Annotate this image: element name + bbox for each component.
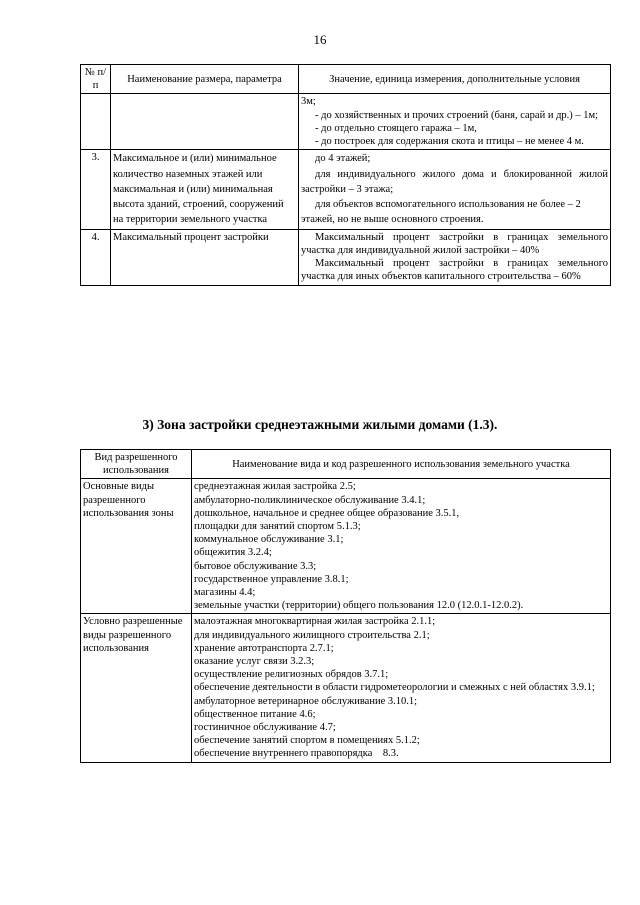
table-row [81,94,611,150]
row-number: 3. [81,150,111,229]
header-value: Значение, единица измерения, дополнительные условия [299,65,611,94]
list-item: земельные участки (территории) общего пользования 12.0 (12.0.1-12.0.2). [194,600,524,612]
table-row [81,614,611,762]
header-use-name: Наименование вида и код разрешенного использования земельного участка [192,450,611,479]
header-parameter-name: Наименование размера, параметра [111,65,299,94]
list-item: обеспечение внутреннего правопорядка 8.3. [194,748,399,760]
value-line: 3м; [301,96,316,108]
list-item: амбулаторное ветеринарное обслуживание 3.10.1; [194,695,418,707]
list-item: амбулаторно-поликлиническое обслуживание 3.4.1; [194,494,426,506]
row-label: Условно разрешенные виды разрешенного использования [81,614,192,762]
list-item: магазины 4.4; [194,587,256,599]
row-parameter: Максимальное и (или) минимальное количество наземных этажей или максимальная и (или) минимальная высота зданий, строений, сооружений на территории земельного участка [111,150,299,229]
value-line: - до построек для содержания скота и птицы – не менее 4 м. [315,136,584,148]
list-item: хранение автотранспорта 2.7.1; [194,642,334,654]
row-number [81,94,111,150]
value-line: до 4 этажей; [315,153,371,165]
row-items [192,614,611,762]
table-header-row [81,450,611,479]
table-row [81,479,611,614]
list-item: среднеэтажная жилая застройка 2.5; [194,481,356,493]
row-number: 4. [81,229,111,285]
table-row [81,229,611,285]
list-item: государственное управление 3.8.1; [194,573,349,585]
value-line: для индивидуального жилого дома и блокированной жилой застройки – 3 этажа; [301,168,608,195]
row-parameter [111,94,299,150]
header-use-type: Вид разрешенного использования [81,450,192,479]
row-value [299,94,611,150]
list-item: малоэтажная многоквартирная жилая застройка 2.1.1; [194,616,436,628]
row-value [299,229,611,285]
row-parameter: Максимальный процент застройки [111,229,299,285]
table-row [81,150,611,229]
list-item: бытовое обслуживание 3.3; [194,560,317,572]
list-item: гостиничное обслуживание 4.7; [194,722,336,734]
list-item: коммунальное обслуживание 3.1; [194,534,344,546]
value-line: - до отдельно стоящего гаража – 1м, [315,122,477,134]
page-number: 16 [313,32,327,47]
list-item: осуществление религиозных обрядов 3.7.1; [194,669,389,681]
list-item: общественное питание 4.6; [194,708,316,720]
value-line: Максимальный процент застройки в границах земельного участка для индивидуальной жилой застройки – 40% [301,231,608,256]
list-item: оказание услуг связи 3.2.3; [194,656,315,668]
row-label: Основные виды разрешенного использования зоны [81,479,192,614]
row-items [192,479,611,614]
permitted-use-table [80,449,611,763]
parameters-table [80,64,611,286]
list-item: обеспечение деятельности в области гидрометеорологии и смежных с ней областях 3.9.1; [194,682,595,694]
section-heading: 3) Зона застройки среднеэтажными жилыми домами (1.3). [142,417,498,432]
row-value [299,150,611,229]
list-item: для индивидуального жилищного строительства 2.1; [194,629,430,641]
list-item: обеспечение занятий спортом в помещениях 5.1.2; [194,735,420,747]
list-item: дошкольное, начальное и среднее общее образование 3.5.1, [194,507,460,519]
list-item: общежития 3.2.4; [194,547,272,559]
header-number: № п/п [81,65,111,94]
value-line: для объектов вспомогательного использования не более – 2 этажей, но не выше основного строения. [301,199,581,226]
list-item: площадки для занятий спортом 5.1.3; [194,521,361,533]
value-line: Максимальный процент застройки в границах земельного участка для иных объектов капитального строительства – 60% [301,258,608,283]
table-header-row [81,65,611,94]
value-line: - до хозяйственных и прочих строений (баня, сарай и др.) – 1м; [315,109,599,121]
